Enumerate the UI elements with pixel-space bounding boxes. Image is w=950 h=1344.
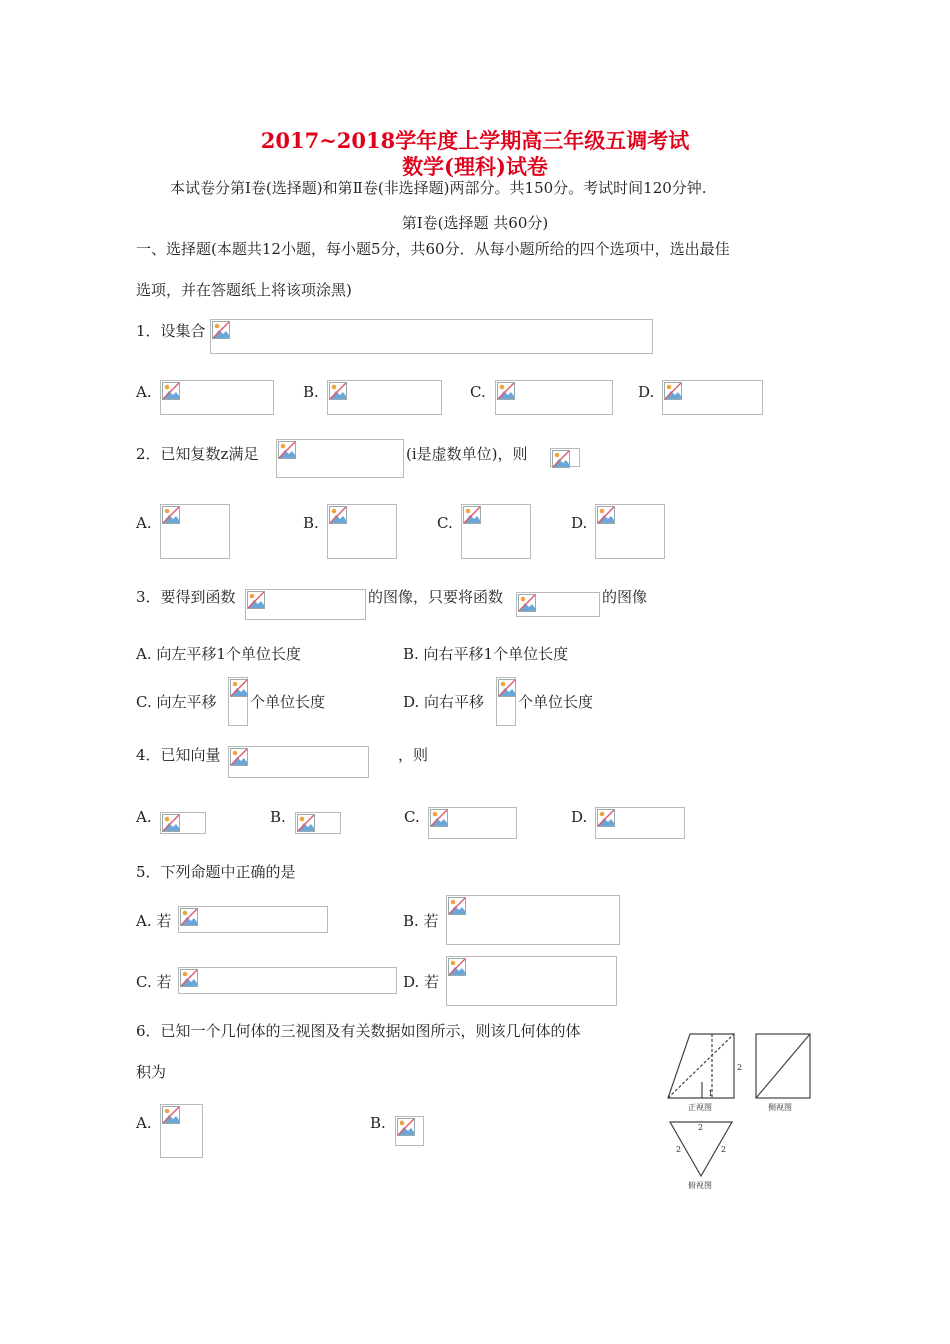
q5-option-d-image [446,956,617,1006]
q4-stem: 4．已知向量 [136,746,221,764]
front-view-label: 正视图 [688,1103,712,1112]
broken-image-icon [498,679,516,697]
broken-image-icon [397,1118,415,1136]
q3-stem-end: 的图像 [602,588,648,606]
q3-option-b: B. 向右平移1个单位长度 [403,645,569,663]
broken-image-icon [329,506,347,524]
q2-option-c-image [461,504,531,559]
q1-option-d-image [662,380,763,415]
part-one-heading: 第Ⅰ卷(选择题 共60分) [401,214,549,232]
broken-image-icon [664,382,682,400]
q2-stem-middle: (i是虚数单位)，则 [406,445,528,463]
q4-vector-image [228,746,369,778]
q4-option-b-label: B. [270,808,286,826]
broken-image-icon [230,679,248,697]
q3-option-c-end: 个单位长度 [250,693,326,711]
q1-option-c-image [495,380,613,415]
q2-target-image [550,448,580,467]
broken-image-icon [180,908,198,926]
q3-option-d-end: 个单位长度 [518,693,594,711]
q2-option-b-label: B. [303,514,319,532]
broken-image-icon [162,382,180,400]
q6-option-a-image [160,1104,203,1158]
q3-function-image-1 [245,589,366,620]
exam-intro: 本试卷分第Ⅰ卷(选择题)和第Ⅱ卷(非选择题)两部分。共150分。考试时间120分钟. [170,179,707,197]
q3-option-c-image [228,677,248,726]
q1-option-c-label: C. [470,383,486,401]
q2-stem: 2．已知复数z满足 [136,445,259,463]
section-instruction-1: 一、选择题(本题共12小题，每小题5分，共60分．从每小题所给的四个选项中，选出最佳 [136,240,730,258]
q1-stem: 1．设集合 [136,322,206,340]
q2-option-d-label: D. [571,514,588,532]
q5-option-a-image [178,906,328,933]
q6-stem: 6．已知一个几何体的三视图及有关数据如图所示，则该几何体的体 [136,1022,581,1040]
q4-option-d-label: D. [571,808,588,826]
q3-option-a: A. 向左平移1个单位长度 [136,645,301,663]
front-dim-1: 1 [708,1089,714,1098]
q6-option-b-label: B. [370,1114,386,1132]
broken-image-icon [278,441,296,459]
q4-stem-end: ，则 [398,746,429,764]
q1-option-a-label: A. [136,383,152,401]
broken-image-icon [297,814,315,832]
q6-option-b-image [395,1116,424,1146]
q5-stem: 5．下列命题中正确的是 [136,863,296,881]
q3-option-d-image [496,677,516,726]
q3-stem: 3．要得到函数 [136,588,236,606]
side-view-label: 侧视图 [768,1103,792,1112]
side-view [756,1034,810,1098]
top-dim-top: 2 [698,1123,704,1132]
q5-option-c-label: C. 若 [136,973,172,991]
q3-function-image-2 [516,592,600,617]
q5-option-b-label: B. 若 [403,912,439,930]
top-dim-left: 2 [676,1145,682,1154]
broken-image-icon [552,450,570,468]
q4-option-a-label: A. [136,808,152,826]
broken-image-icon [162,1106,180,1124]
broken-image-icon [430,809,448,827]
q4-option-b-image [295,812,341,834]
q4-option-c-label: C. [404,808,420,826]
q5-option-c-image [178,967,397,994]
q4-option-a-image [160,812,206,834]
q3-stem-middle: 的图像，只要将函数 [368,588,504,606]
broken-image-icon [212,321,230,339]
q2-option-b-image [327,504,397,559]
q6-stem-continued: 积为 [136,1063,167,1081]
broken-image-icon [180,969,198,987]
broken-image-icon [230,748,248,766]
q5-option-a-label: A. 若 [136,912,172,930]
exam-subtitle: 数学(理科)试卷 [402,154,548,179]
broken-image-icon [448,958,466,976]
q1-option-b-image [327,380,442,415]
broken-image-icon [162,814,180,832]
q2-formula-image [276,439,404,478]
q3-option-c: C. 向左平移 [136,693,217,711]
front-dim-2: 2 [737,1063,743,1072]
broken-image-icon [597,506,615,524]
q1-formula-image [210,319,653,354]
section-instruction-2: 选项，并在答题纸上将该项涂黑) [136,281,352,299]
exam-title: 2017~2018学年度上学期高三年级五调考试 [260,128,690,153]
top-dim-right: 2 [721,1145,727,1154]
top-view-label: 俯视图 [688,1181,712,1190]
broken-image-icon [247,591,265,609]
q1-option-a-image [160,380,274,415]
q4-option-c-image [428,807,517,839]
broken-image-icon [329,382,347,400]
broken-image-icon [497,382,515,400]
q2-option-c-label: C. [437,514,453,532]
q5-option-d-label: D. 若 [403,973,440,991]
q3-option-d: D. 向右平移 [403,693,485,711]
q1-option-b-label: B. [303,383,319,401]
q2-option-a-label: A. [136,514,152,532]
broken-image-icon [597,809,615,827]
q2-option-d-image [595,504,665,559]
three-view-figure [664,1030,820,1194]
broken-image-icon [463,506,481,524]
broken-image-icon [448,897,466,915]
broken-image-icon [518,594,536,612]
q5-option-b-image [446,895,620,945]
q1-option-d-label: D. [638,383,655,401]
q6-option-a-label: A. [136,1114,152,1132]
broken-image-icon [162,506,180,524]
q2-option-a-image [160,504,230,559]
front-view [668,1034,734,1098]
q4-option-d-image [595,807,685,839]
